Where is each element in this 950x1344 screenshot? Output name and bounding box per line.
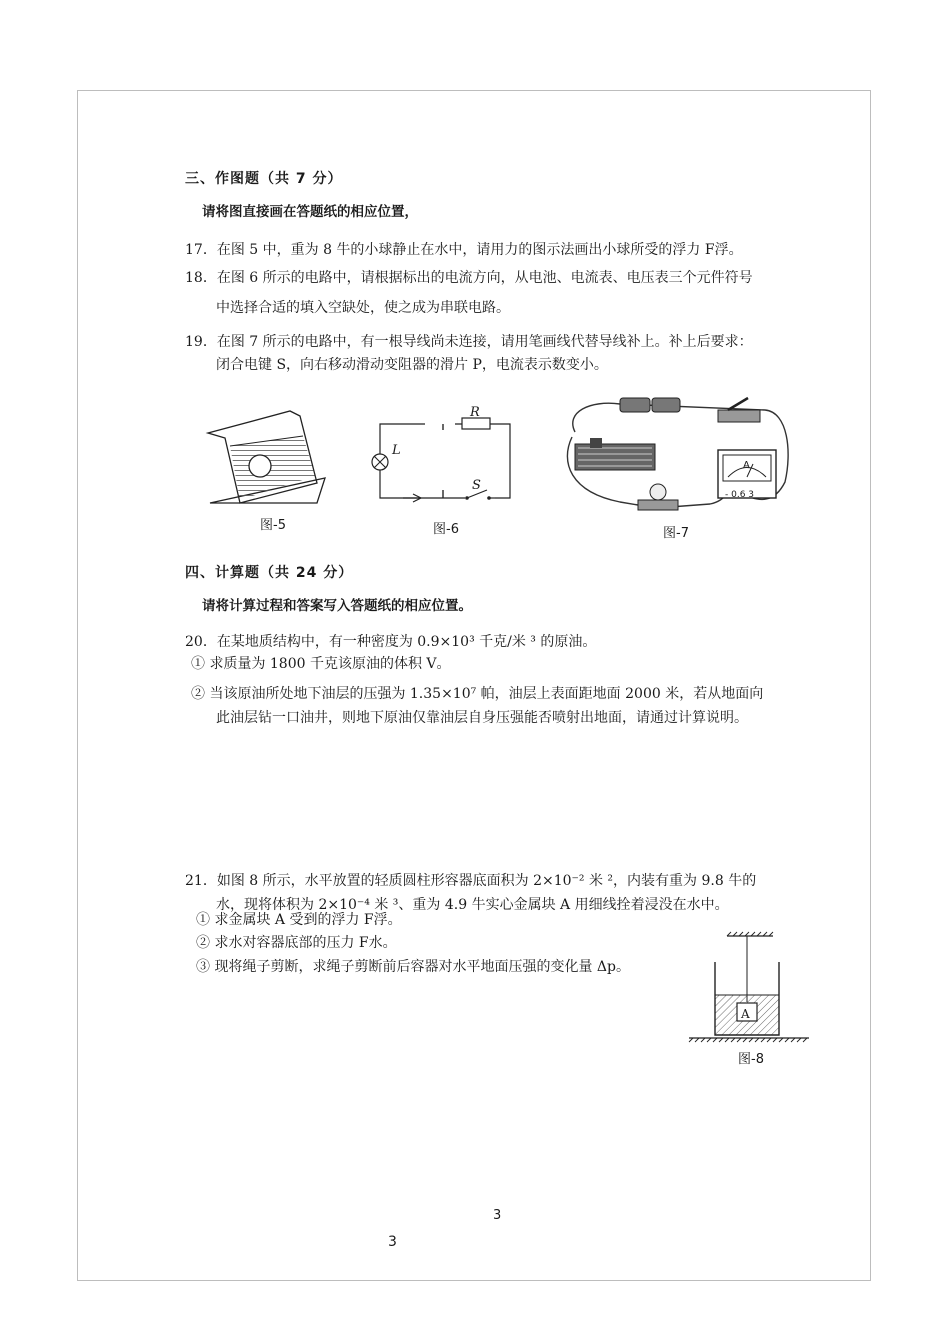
question-20: 20．在某地质结构中，有一种密度为 0.9×10³ 千克/米 ³ 的原油。: [185, 634, 597, 650]
figure-8-block-label: A: [741, 1007, 750, 1021]
figure-6-label-S: S: [472, 478, 481, 493]
section-heading-drawing: 三、作图题（共 7 分）: [185, 171, 343, 187]
figure-6-label-L: L: [392, 443, 401, 458]
question-21-part3: ③ 现将绳子剪断，求绳子剪断前后容器对水平地面压强的变化量 Δp。: [196, 959, 630, 975]
question-21-part2: ② 求水对容器底部的压力 F水。: [196, 935, 397, 951]
question-19-line2: 闭合电键 S，向右移动滑动变阻器的滑片 P，电流表示数变小。: [216, 357, 608, 373]
rheostat-icon: [575, 438, 655, 470]
scanned-page-number: 3: [493, 1208, 502, 1223]
question-21-line1: 21．如图 8 所示，水平放置的轻质圆柱形容器底面积为 2×10⁻² 米 ²，内装有重为 9.8 牛的: [185, 873, 757, 889]
question-20-part1: ① 求质量为 1800 千克该原油的体积 V。: [191, 656, 451, 672]
figure-8-caption: 图-8: [738, 1052, 764, 1067]
section-heading-calculation: 四、计算题（共 24 分）: [185, 565, 354, 581]
battery-icon: [620, 398, 680, 412]
switch-icon: [718, 398, 760, 422]
figure-7-caption: 图-7: [663, 526, 689, 541]
question-17: 17．在图 5 中，重为 8 牛的小球静止在水中，请用力的图示法画出小球所受的浮力 F浮。: [185, 242, 743, 258]
question-19-line1: 19．在图 7 所示的电路中，有一根导线尚未连接，请用笔画线代替导线补上。补上后要求：: [185, 334, 753, 350]
figure-7-meter-terminals: - 0.6 3: [725, 490, 755, 500]
figure-5-caption: 图-5: [260, 518, 286, 533]
section-instruction-drawing: 请将图直接画在答题纸的相应位置，: [202, 204, 418, 220]
page-number: 3: [388, 1234, 397, 1250]
figure-8-container: [685, 930, 815, 1048]
figure-6-circuit: [365, 400, 525, 510]
question-20-part2-line1: ② 当该原油所处地下油层的压强为 1.35×10⁷ 帕，油层上表面距地面 2000 米，若从地面向: [191, 686, 764, 702]
figure-7-apparatus: [560, 392, 795, 522]
question-21-line2: 水，现将体积为 2×10⁻⁴ 米 ³、重为 4.9 牛实心金属块 A 用细线拴着浸没在水中。: [216, 897, 729, 913]
bulb-icon: [638, 484, 678, 510]
question-18-line2: 中选择合适的填入空缺处，使之成为串联电路。: [216, 300, 510, 316]
figure-7-meter-label: A: [743, 460, 750, 471]
figure-6-label-R: R: [470, 405, 480, 420]
figure-6-caption: 图-6: [433, 522, 459, 537]
figure-5-beaker: [205, 408, 330, 518]
question-18-line1: 18．在图 6 所示的电路中，请根据标出的电流方向，从电池、电流表、电压表三个元件符号: [185, 270, 753, 286]
section-instruction-calculation: 请将计算过程和答案写入答题纸的相应位置。: [202, 598, 472, 614]
question-20-part2-line2: 此油层钻一口油井，则地下原油仅靠油层自身压强能否喷射出地面，请通过计算说明。: [216, 710, 748, 726]
question-21-part1: ① 求金属块 A 受到的浮力 F浮。: [196, 912, 402, 928]
